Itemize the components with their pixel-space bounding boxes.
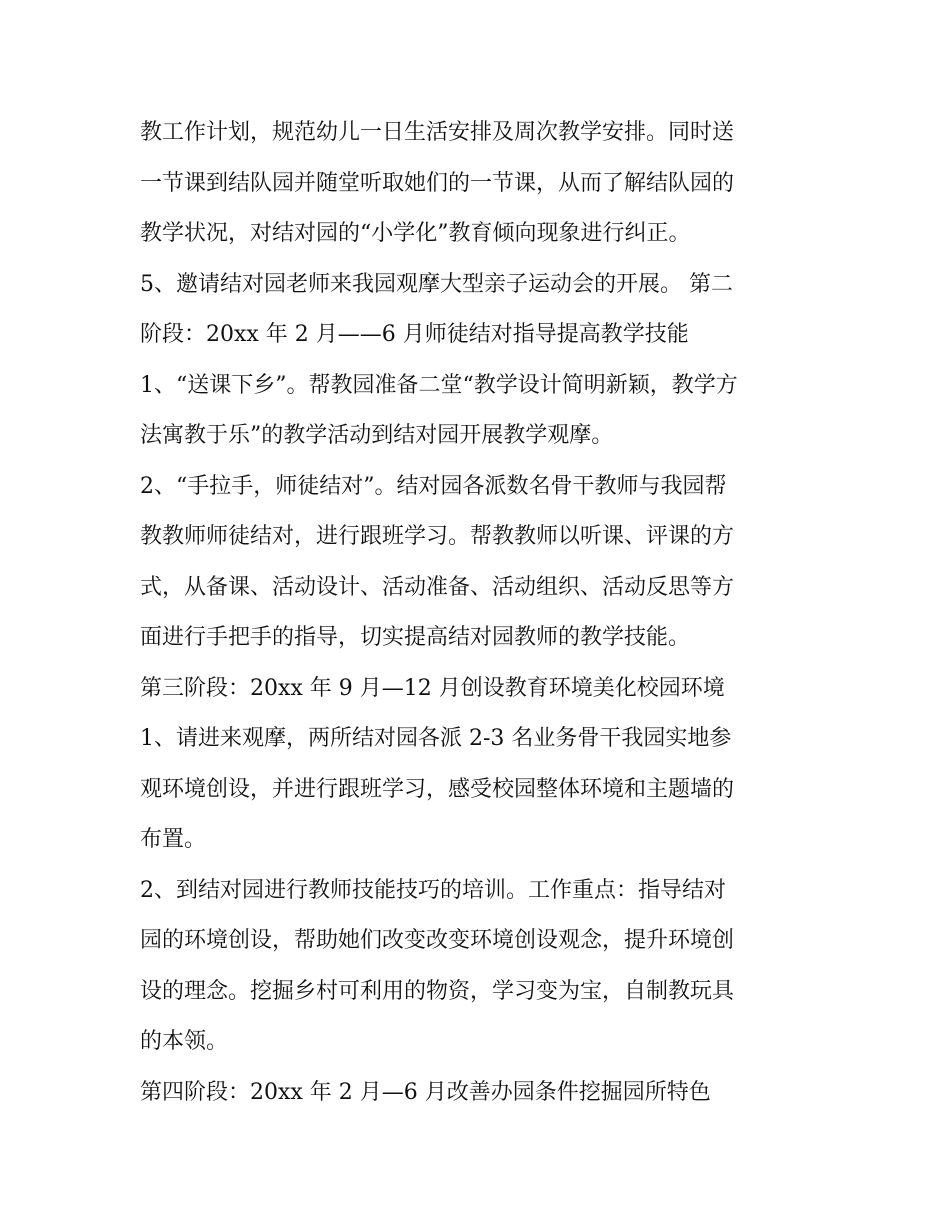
text-line: 设的理念。挖掘乡村可利用的物资，学习变为宝，自制教玩具	[140, 978, 735, 1004]
text-line: 观环境创设，并进行跟班学习，感受校园整体环境和主题墙的	[140, 776, 735, 802]
text-line: 1、请进来观摩，两所结对园各派 2-3 名业务骨干我园实地参	[140, 726, 732, 751]
text-line: 园的环境创设，帮助她们改变改变环境创设观念，提升环境创	[140, 928, 735, 953]
text-line: 教学状况，对结对园的“小学化”教育倾向现象进行纠正。	[140, 221, 691, 246]
text-line: 的本领。	[140, 1029, 229, 1054]
text-line: 布置。	[140, 827, 207, 852]
text-line: 面进行手把手的指导，切实提高结对园教师的教学技能。	[140, 625, 691, 650]
text-line: 一节课到结队园并随堂听取她们的一节课，从而了解结队园的	[140, 170, 735, 196]
text-line: 法寓教于乐”的教学活动到结对园开展教学观摩。	[140, 423, 614, 448]
text-line: 第三阶段：20xx 年 9 月—12 月创设教育环境美化校园环境	[140, 675, 725, 701]
document-body	[140, 108, 820, 1118]
text-line: 教工作计划，规范幼儿一日生活安排及周次教学安排。同时送	[140, 120, 735, 145]
text-line: 2、到结对园进行教师技能技巧的培训。工作重点：指导结对	[140, 877, 726, 903]
text-line: 阶段：20xx 年 2 月——6 月师徒结对指导提高教学技能	[140, 322, 689, 347]
text-line: 1、“送课下乡”。帮教园准备二堂“教学设计简明新颖，教学方	[140, 372, 738, 398]
text-line: 5、邀请结对园老师来我园观摩大型亲子运动会的开展。 第二	[140, 271, 733, 297]
text-line: 2、“手拉手，师徒结对”。结对园各派数名骨干教师与我园帮	[140, 473, 727, 499]
text-line: 教教师师徒结对，进行跟班学习。帮教教师以听课、评课的方	[140, 524, 735, 549]
text-line: 式，从备课、活动设计、活动准备、活动组织、活动反思等方	[140, 574, 735, 600]
text-line: 第四阶段：20xx 年 2 月—6 月改善办园条件挖掘园所特色	[140, 1079, 711, 1105]
